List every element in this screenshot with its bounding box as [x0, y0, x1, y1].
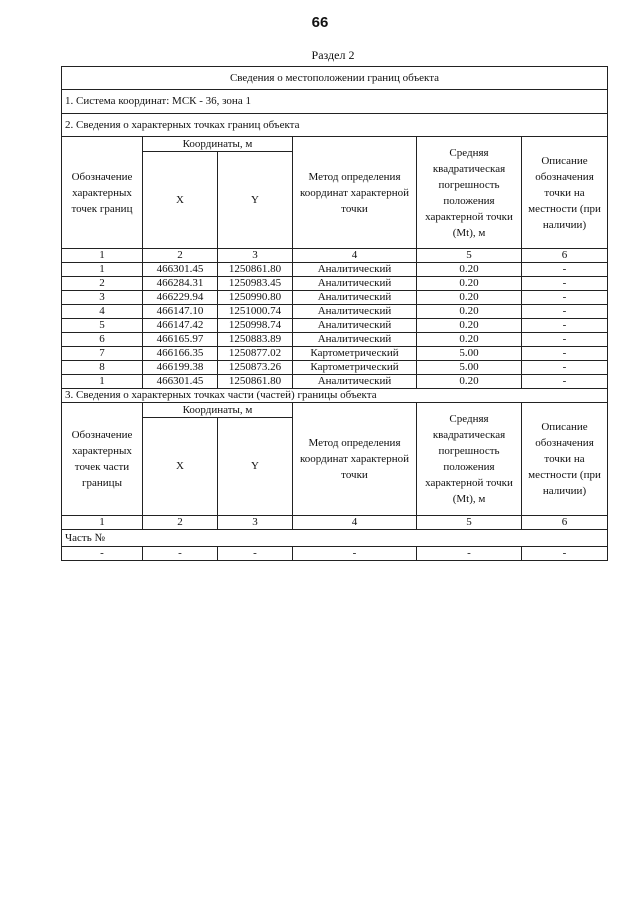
y-value: 1250983.45: [218, 277, 293, 291]
point-number: 3: [62, 291, 143, 305]
parts-header-designation: Обозначение характерных точек части границы: [62, 403, 143, 516]
description-value: -: [522, 263, 608, 277]
x-value: 466301.45: [143, 375, 218, 389]
parts-col-number: 4: [293, 516, 417, 530]
point-number: 2: [62, 277, 143, 291]
boundary-table: [61, 66, 608, 561]
description-value: -: [522, 319, 608, 333]
part-cell: -: [417, 547, 522, 561]
accuracy-value: 0.20: [417, 277, 522, 291]
part-cell: -: [218, 547, 293, 561]
part-cell: -: [143, 547, 218, 561]
table-row: [62, 375, 608, 389]
header-accuracy: Средняя квадратическая погрешность положения характерной точки (Mt), м: [417, 137, 522, 249]
parts-header-description: Описание обозначения точки на местности (при наличии): [522, 403, 608, 516]
method-value: Аналитический: [293, 375, 417, 389]
table-row: [62, 361, 608, 375]
part-cell: -: [522, 547, 608, 561]
description-value: -: [522, 277, 608, 291]
y-value: 1250998.74: [218, 319, 293, 333]
method-value: Аналитический: [293, 277, 417, 291]
col-number: 5: [417, 249, 522, 263]
accuracy-value: 5.00: [417, 361, 522, 375]
description-value: -: [522, 347, 608, 361]
x-value: 466301.45: [143, 263, 218, 277]
header-designation: Обозначение характерных точек границ: [62, 137, 143, 249]
y-value: 1250873.26: [218, 361, 293, 375]
description-value: -: [522, 291, 608, 305]
point-number: 7: [62, 347, 143, 361]
parts-header-y: Y: [218, 418, 293, 516]
page-number: 66: [311, 14, 329, 31]
x-value: 466166.35: [143, 347, 218, 361]
parts-col-number: 5: [417, 516, 522, 530]
parts-col-number: 3: [218, 516, 293, 530]
parts-header-method: Метод определения координат характерной точки: [293, 403, 417, 516]
y-value: 1250877.02: [218, 347, 293, 361]
method-value: Аналитический: [293, 333, 417, 347]
header-description: Описание обозначения точки на местности (при наличии): [522, 137, 608, 249]
description-value: -: [522, 333, 608, 347]
col-number: 6: [522, 249, 608, 263]
accuracy-value: 5.00: [417, 347, 522, 361]
parts-col-number: 1: [62, 516, 143, 530]
accuracy-value: 0.20: [417, 375, 522, 389]
method-value: Картометрический: [293, 361, 417, 375]
col-number: 3: [218, 249, 293, 263]
points-section-title: 2. Сведения о характерных точках границ объекта: [62, 114, 608, 137]
header-y: Y: [218, 152, 293, 249]
description-value: -: [522, 361, 608, 375]
x-value: 466199.38: [143, 361, 218, 375]
y-value: 1250883.89: [218, 333, 293, 347]
point-number: 5: [62, 319, 143, 333]
table-row: [62, 319, 608, 333]
accuracy-value: 0.20: [417, 291, 522, 305]
accuracy-value: 0.20: [417, 319, 522, 333]
table-row: [62, 347, 608, 361]
x-value: 466165.97: [143, 333, 218, 347]
part-cell: -: [293, 547, 417, 561]
x-value: 466284.31: [143, 277, 218, 291]
header-x: X: [143, 152, 218, 249]
accuracy-value: 0.20: [417, 333, 522, 347]
table-row: [62, 333, 608, 347]
coord-system: 1. Система координат: МСК - 36, зона 1: [62, 90, 608, 114]
description-value: -: [522, 375, 608, 389]
parts-header-x: X: [143, 418, 218, 516]
col-number: 2: [143, 249, 218, 263]
method-value: Аналитический: [293, 291, 417, 305]
table-row: [62, 277, 608, 291]
point-number: 4: [62, 305, 143, 319]
y-value: 1251000.74: [218, 305, 293, 319]
col-number: 4: [293, 249, 417, 263]
parts-col-number: 6: [522, 516, 608, 530]
x-value: 466229.94: [143, 291, 218, 305]
y-value: 1250861.80: [218, 263, 293, 277]
accuracy-value: 0.20: [417, 305, 522, 319]
table-row: [62, 291, 608, 305]
table-row: [62, 547, 608, 561]
parts-section-title: 3. Сведения о характерных точках части (частей) границы объекта: [62, 389, 608, 403]
point-number: 6: [62, 333, 143, 347]
parts-header-coordinates: Координаты, м: [143, 403, 293, 418]
method-value: Аналитический: [293, 305, 417, 319]
part-cell: -: [62, 547, 143, 561]
part-label: Часть №: [62, 530, 608, 547]
point-number: 8: [62, 361, 143, 375]
x-value: 466147.42: [143, 319, 218, 333]
parts-header-accuracy: Средняя квадратическая погрешность положения характерной точки (Mt), м: [417, 403, 522, 516]
col-number: 1: [62, 249, 143, 263]
accuracy-value: 0.20: [417, 263, 522, 277]
y-value: 1250861.80: [218, 375, 293, 389]
y-value: 1250990.80: [218, 291, 293, 305]
header-method: Метод определения координат характерной точки: [293, 137, 417, 249]
table-title: Сведения о местоположении границ объекта: [62, 67, 608, 90]
description-value: -: [522, 305, 608, 319]
x-value: 466147.10: [143, 305, 218, 319]
table-row: [62, 305, 608, 319]
point-number: 1: [62, 375, 143, 389]
table-row: [62, 263, 608, 277]
section-title: Раздел 2: [311, 48, 355, 62]
parts-col-number: 2: [143, 516, 218, 530]
header-coordinates: Координаты, м: [143, 137, 293, 152]
method-value: Картометрический: [293, 347, 417, 361]
method-value: Аналитический: [293, 319, 417, 333]
point-number: 1: [62, 263, 143, 277]
method-value: Аналитический: [293, 263, 417, 277]
